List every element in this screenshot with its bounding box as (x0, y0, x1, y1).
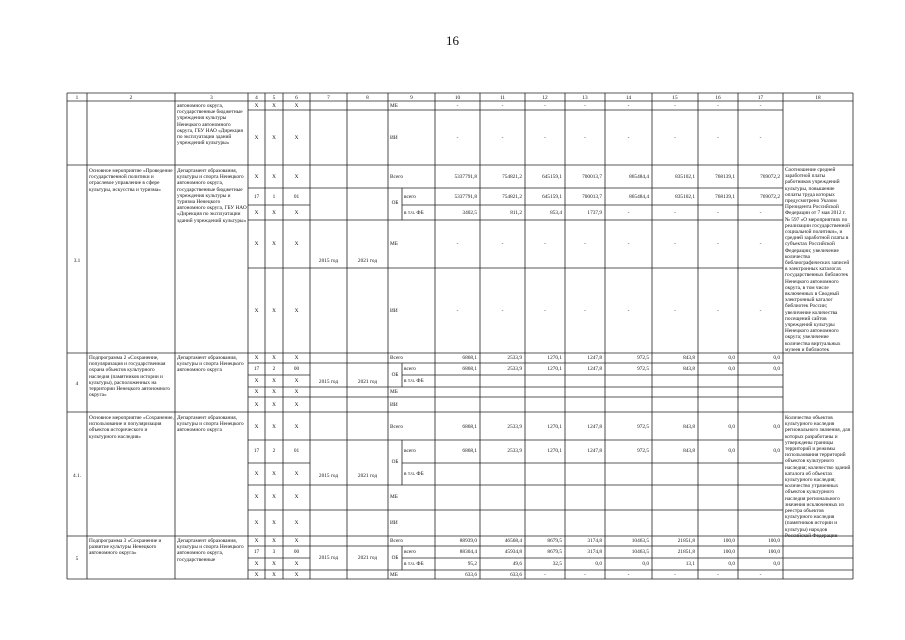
executor-text: Департамент образования, культуры и спорта Ненецкого автономного округа (177, 355, 244, 374)
code-cell: X (272, 561, 276, 567)
code-cell: X (294, 355, 299, 361)
funding-source: в т.ч. ФБ (404, 561, 424, 567)
subprogram-name: Подпрограмма 3 «Сохранение и развитие культуры Ненецкого автономного округа» (89, 538, 162, 557)
row-number: 4.1. (73, 473, 81, 479)
code-cell: 17 (253, 549, 260, 555)
page-number: 16 (446, 33, 459, 48)
code-cell: X (254, 241, 259, 247)
value-cell: - (759, 241, 762, 247)
funding-source: Всего (390, 355, 403, 361)
value-cell: 811,2 (510, 210, 522, 216)
expected-result: Соотношение средней заработной платы работников учреждений культуры, повышение оплаты труда которых предусмотрено Указом Президента Российской Федерации от 7 мая 2012 г. № 597 «О мероприятиях по реализации государственной социальной политики», и средней заработной платы в субъектах Российской Федерации; увеличение количества библиографических записей в электронных каталогах государственных библиотек Ненецкого автономного округа, в том числе включенных в Сводный электронный каталог библиотек России; увеличение количества посещений сайтов учреждений культуры Ненецкого автономного округа; увеличение количества виртуальных музеев и библиотек (785, 167, 850, 353)
value-cell: 100,0 (723, 538, 735, 544)
value-cell: 0,0 (728, 355, 735, 361)
executor-text: автономного округа, государственные бюджетные учреждения культуры Ненецкого автономного округа, ГБУ НАО «Дирекция по эксплуатации зданий учреждений культуры» (177, 103, 243, 147)
value-cell: 700013,7 (582, 194, 602, 200)
code-cell: X (254, 494, 259, 500)
code-cell: X (254, 471, 259, 477)
value-cell: - (674, 135, 676, 141)
code-cell: X (294, 424, 299, 430)
value-cell: - (584, 103, 586, 109)
code-cell: 1 (272, 194, 276, 200)
code-cell: 00 (293, 549, 300, 555)
start-year: 2015 год (318, 258, 339, 264)
activity-name: Основное мероприятие «Сохранение, использование и популяризация объектов исторического и культурного наследия» (89, 415, 174, 440)
value-cell: 843,8 (683, 424, 695, 430)
code-cell: X (294, 210, 299, 216)
value-cell: 10463,5 (631, 549, 649, 555)
code-cell: X (294, 389, 299, 395)
value-cell: - (674, 308, 676, 314)
value-cell: 1270,1 (547, 366, 562, 372)
funding-source: МБ (390, 494, 398, 500)
value-cell: 0,0 (773, 424, 780, 430)
header-col-8: 8 (366, 95, 369, 101)
value-cell: 88939,0 (459, 538, 477, 544)
ob-label: ОБ (391, 459, 399, 465)
code-cell: 2 (272, 448, 276, 454)
code-cell: X (254, 389, 259, 395)
value-cell: 6868,1 (462, 366, 477, 372)
value-cell: - (759, 572, 762, 578)
code-cell: X (294, 520, 299, 526)
value-cell: 95,2 (467, 561, 477, 567)
value-cell: 754821,2 (502, 194, 522, 200)
code-cell: X (272, 241, 276, 247)
code-cell: X (254, 561, 259, 567)
value-cell: - (627, 103, 630, 109)
executor-text: Департамент образования, культуры и спорта Ненецкого автономного округа, государственные (177, 538, 244, 563)
value-cell: 3174,8 (587, 549, 602, 555)
value-cell: 1247,8 (587, 448, 602, 454)
value-cell: - (717, 135, 719, 141)
value-cell: 10463,5 (631, 538, 649, 544)
code-cell: 17 (253, 366, 260, 372)
code-cell: X (272, 572, 276, 578)
value-cell: 769072,2 (760, 194, 780, 200)
code-cell: X (294, 402, 299, 408)
code-cell: X (254, 355, 259, 361)
value-cell: 46568,4 (504, 538, 522, 544)
value-cell: - (627, 572, 630, 578)
executor-text: Департамент образования, культуры и спорта Ненецкого автономного округа, государственные бюджетные учреждения культуры и туризма Ненецкого автономного округа, ГБУ НАО «Дирекция по эксплуатации зданий учреждений культуры» (177, 168, 247, 224)
funding-source: в т.ч. ФБ (404, 378, 424, 384)
ob-label: ОБ (391, 200, 399, 206)
code-cell: X (254, 135, 259, 141)
code-cell: 01 (293, 194, 300, 200)
start-year: 2015 год (318, 555, 339, 561)
header-col-4: 4 (255, 95, 258, 101)
end-year: 2021 год (357, 473, 378, 479)
value-cell: - (501, 241, 504, 247)
code-cell: X (294, 572, 299, 578)
code-cell: X (254, 424, 259, 430)
header-col-6: 6 (295, 95, 298, 101)
start-year: 2015 год (318, 379, 339, 385)
funding-source: МБ (390, 103, 398, 109)
code-cell: X (272, 520, 276, 526)
value-cell: 2533,9 (507, 424, 522, 430)
code-cell: X (272, 471, 276, 477)
value-cell: - (759, 210, 762, 216)
value-cell: 645159,1 (542, 174, 562, 180)
value-cell: 1247,8 (587, 424, 602, 430)
row-number: 4 (75, 381, 79, 387)
value-cell: 835102,1 (675, 174, 695, 180)
value-cell: - (501, 308, 504, 314)
value-cell: - (717, 210, 719, 216)
value-cell: 1270,1 (547, 424, 562, 430)
value-cell: - (717, 241, 719, 247)
header-col-9: 9 (410, 95, 413, 101)
value-cell: 0,0 (728, 424, 735, 430)
value-cell: 843,8 (683, 355, 695, 361)
code-cell: X (294, 471, 299, 477)
value-cell: - (584, 241, 586, 247)
value-cell: 0,0 (773, 448, 780, 454)
row-number: 3.1 (73, 258, 81, 264)
value-cell: 0,0 (773, 366, 780, 372)
value-cell: - (674, 210, 676, 216)
value-cell: - (544, 135, 546, 141)
value-cell: 3402,5 (462, 210, 477, 216)
header-col-5: 5 (272, 95, 276, 101)
code-cell: 3 (272, 549, 276, 555)
code-cell: X (254, 308, 259, 314)
funding-source: МБ (390, 572, 398, 578)
code-cell: X (272, 210, 276, 216)
header-col-1: 1 (75, 95, 79, 101)
value-cell: 0,0 (728, 366, 735, 372)
value-cell: - (544, 572, 546, 578)
value-cell: 1247,8 (587, 355, 602, 361)
header-col-12: 12 (542, 95, 548, 101)
value-cell: 3174,8 (587, 538, 602, 544)
header-col-10: 10 (454, 95, 461, 101)
value-cell: 100,0 (723, 549, 735, 555)
executor-text: Департамент образования, культуры и спорта Ненецкого автономного округа (177, 415, 244, 434)
code-cell: X (254, 378, 259, 384)
funding-source: всего (404, 448, 416, 454)
code-cell: X (254, 572, 259, 578)
funding-source: ИИ (390, 135, 398, 141)
value-cell: - (584, 572, 586, 578)
start-year: 2015 год (318, 473, 339, 479)
code-cell: X (272, 494, 276, 500)
value-cell: 45934,8 (504, 549, 522, 555)
value-cell: - (627, 308, 630, 314)
value-cell: 21851,8 (677, 549, 695, 555)
code-cell: X (272, 308, 276, 314)
code-cell: X (294, 241, 299, 247)
header-col-16: 16 (715, 95, 721, 101)
value-cell: 1270,1 (547, 355, 562, 361)
value-cell: 865484,4 (629, 194, 649, 200)
value-cell: 972,5 (637, 424, 649, 430)
value-cell: - (759, 135, 762, 141)
value-cell: 768139,1 (715, 194, 735, 200)
value-cell: - (674, 103, 676, 109)
value-cell: 1737,9 (587, 210, 602, 216)
value-cell: 843,8 (683, 448, 695, 454)
code-cell: X (254, 520, 259, 526)
code-cell: 01 (293, 448, 300, 454)
code-cell: X (272, 174, 276, 180)
value-cell: 0,0 (728, 561, 735, 567)
header-col-17: 17 (757, 95, 764, 101)
header-col-15: 15 (672, 95, 678, 101)
value-cell: 1270,1 (547, 448, 562, 454)
value-cell: 8679,5 (547, 549, 562, 555)
header-col-3: 3 (210, 95, 213, 101)
code-cell: X (294, 103, 299, 109)
value-cell: 865484,4 (629, 174, 649, 180)
value-cell: 768139,1 (715, 174, 735, 180)
activity-name: Основное мероприятие «Проведение государственной политики и отраслевое управление в сфере культуры, искусства и туризма» (89, 168, 173, 193)
value-cell: 6868,1 (462, 448, 477, 454)
value-cell: 853,4 (550, 210, 562, 216)
value-cell: - (456, 135, 459, 141)
value-cell: - (456, 308, 459, 314)
value-cell: 645159,1 (542, 194, 562, 200)
code-cell: 17 (253, 448, 260, 454)
code-cell: X (272, 402, 276, 408)
subprogram-name: Подпрограмма 2 «Сохранение, популяризация и государственная охрана объектов культурного наследия (памятников истории и культуры), расположенных на территории Ненецкого автономного округа» (89, 355, 171, 399)
value-cell: 21851,8 (677, 538, 695, 544)
value-cell: - (456, 103, 459, 109)
value-cell: 0,0 (773, 355, 780, 361)
funding-source: в т.ч. ФБ (404, 471, 424, 477)
value-cell: 0,0 (642, 561, 649, 567)
code-cell: 2 (272, 366, 276, 372)
header-col-7: 7 (327, 95, 330, 101)
funding-source: в т.ч. ФБ (404, 210, 424, 216)
value-cell: 2533,9 (507, 448, 522, 454)
value-cell: 769072,2 (760, 174, 780, 180)
value-cell: 972,5 (637, 366, 649, 372)
value-cell: - (717, 103, 719, 109)
value-cell: 6868,1 (462, 424, 477, 430)
value-cell: 700013,7 (582, 174, 602, 180)
header-col-13: 13 (582, 95, 588, 101)
code-cell: X (272, 135, 276, 141)
code-cell: X (272, 355, 276, 361)
value-cell: 100,0 (768, 538, 780, 544)
value-cell: 972,5 (637, 355, 649, 361)
value-cell: 100,0 (768, 549, 780, 555)
funding-source: Всего (390, 174, 403, 180)
value-cell: - (759, 103, 762, 109)
value-cell: 5337791,8 (454, 194, 477, 200)
value-cell: - (501, 135, 504, 141)
funding-source: всего (404, 366, 416, 372)
code-cell: X (272, 103, 276, 109)
value-cell: 5337791,8 (454, 174, 477, 180)
code-cell: 00 (293, 366, 300, 372)
value-cell: - (584, 308, 586, 314)
value-cell: - (627, 241, 630, 247)
value-cell: - (717, 572, 719, 578)
funding-source: ИИ (390, 402, 398, 408)
end-year: 2021 год (357, 258, 378, 264)
value-cell: - (759, 308, 762, 314)
value-cell: - (627, 210, 630, 216)
code-cell: X (294, 494, 299, 500)
code-cell: X (272, 378, 276, 384)
header-col-18: 18 (815, 95, 821, 101)
value-cell: 843,8 (683, 366, 695, 372)
funding-source: всего (404, 194, 416, 200)
code-cell: X (294, 308, 299, 314)
end-year: 2021 год (357, 379, 378, 385)
value-cell: 1247,8 (587, 366, 602, 372)
code-cell: X (272, 424, 276, 430)
value-cell: 49,6 (512, 561, 522, 567)
code-cell: X (272, 538, 276, 544)
value-cell: 633,6 (465, 572, 477, 578)
end-year: 2021 год (357, 555, 378, 561)
code-cell: X (294, 561, 299, 567)
expected-result: Количество объектов культурного наследия регионального значения, для которых разработаны и утверждены границы территорий и режимы использования территорий объектов культурного наследия; количество зданий каталога об объектах культурного наследия; количество утраченных объектов культурного наследия регионального значения исключенных из реестра объектов культурного наследия (памятников истории и культуры) народов Российской Федерации (785, 415, 851, 539)
funding-source: МБ (390, 389, 398, 395)
header-col-14: 14 (625, 95, 632, 101)
row-number: 5 (75, 556, 79, 562)
value-cell: - (627, 135, 630, 141)
header-col-2: 2 (129, 95, 133, 101)
value-cell: 32,5 (552, 561, 562, 567)
code-cell: X (294, 135, 299, 141)
code-cell: X (294, 378, 299, 384)
value-cell: - (544, 308, 546, 314)
code-cell: X (272, 389, 276, 395)
funding-source: всего (404, 549, 416, 555)
value-cell: 8679,5 (547, 538, 562, 544)
code-cell: X (254, 174, 259, 180)
ob-label: ОБ (391, 372, 399, 378)
value-cell: 972,5 (637, 448, 649, 454)
value-cell: 754821,2 (502, 174, 522, 180)
value-cell: 0,0 (773, 561, 780, 567)
funding-source: МБ (390, 241, 398, 247)
value-cell: 2533,9 (507, 355, 522, 361)
header-col-11: 11 (499, 95, 506, 101)
value-cell: - (717, 308, 719, 314)
value-cell: - (584, 135, 586, 141)
value-cell: 6868,1 (462, 355, 477, 361)
ob-label: ОБ (391, 555, 399, 561)
value-cell: - (501, 103, 504, 109)
value-cell: 88304,4 (459, 549, 477, 555)
value-cell: - (674, 572, 676, 578)
value-cell: - (456, 241, 459, 247)
code-cell: X (254, 103, 259, 109)
code-cell: X (254, 402, 259, 408)
value-cell: 13,1 (685, 561, 695, 567)
code-cell: 17 (253, 194, 260, 200)
funding-source: Всего (390, 424, 403, 430)
code-cell: X (294, 538, 299, 544)
value-cell: - (544, 103, 546, 109)
value-cell: 0,0 (595, 561, 602, 567)
funding-source: ИИ (390, 308, 398, 314)
value-cell: 633,6 (510, 572, 522, 578)
code-cell: X (254, 538, 259, 544)
code-cell: X (294, 174, 299, 180)
value-cell: 0,0 (728, 448, 735, 454)
value-cell: - (674, 241, 676, 247)
value-cell: - (544, 241, 546, 247)
funding-source: ИИ (390, 520, 398, 526)
funding-source: Всего (390, 538, 403, 544)
code-cell: X (254, 210, 259, 216)
value-cell: 2533,9 (507, 366, 522, 372)
value-cell: 835102,1 (675, 194, 695, 200)
